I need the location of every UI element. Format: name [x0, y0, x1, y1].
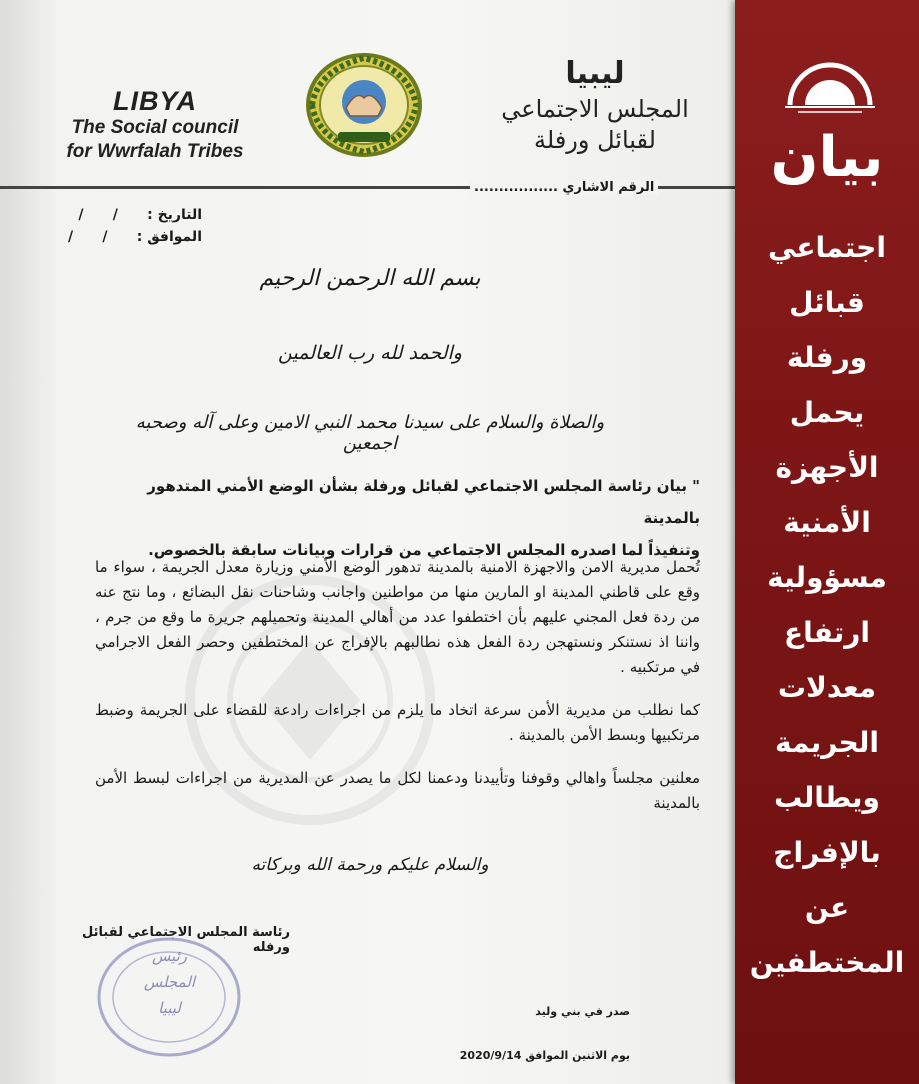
- letterhead-arabic: [470, 55, 720, 155]
- letterhead-en-tribes: for Wwrfalah Tribes: [66, 141, 244, 162]
- banner-line: ويطالب: [774, 781, 880, 814]
- date-block: [52, 204, 202, 248]
- issue-info: [440, 990, 630, 1078]
- letterhead-en-country: LIBYA: [113, 86, 197, 116]
- banner-line: معدلات: [777, 671, 877, 704]
- letterhead-ar-tribes: لقبائل ورفلة: [534, 126, 656, 154]
- basmala: بسم الله الرحمن الرحيم: [259, 266, 481, 291]
- statement-body: [95, 555, 700, 834]
- headline-banner: [735, 0, 919, 1084]
- banner-line: قبائل: [789, 286, 865, 319]
- tribal-council-seal-icon: [298, 50, 430, 160]
- hamd-line: والحمد لله رب العالمين: [278, 342, 462, 364]
- stamp-text: [122, 943, 217, 1021]
- statement-headline: [100, 470, 700, 566]
- banner-title: بيان: [770, 125, 884, 190]
- reference-number-label: الرقم الاشاري .................: [470, 180, 658, 195]
- banner-line: اجتماعي: [768, 231, 886, 264]
- letterhead-en-council: The Social council: [71, 117, 239, 138]
- corresponding-date-label: الموافق : / /: [68, 229, 202, 245]
- banner-line: بالإفراج: [773, 836, 881, 869]
- banner-line: عن: [804, 891, 850, 924]
- banner-line: الجريمة: [775, 726, 879, 759]
- banner-line: مسؤولية: [767, 561, 887, 594]
- sunrise-arch-logo-icon: [780, 55, 880, 115]
- banner-line: يحمل: [789, 396, 865, 429]
- body-paragraph-1: تُحمل مديرية الامن والاجهزة الامنية بالمدينة تدهور الوضع الأمني وزيارة معدل الجريمة ، سواء ما وقع على قاطني المدينة او المارين منها من مواطنين واجانب وشاحنات نقل البضائع ، وما نتج عنه من ردة فعل المجني عليهم بأن اختطفوا عدد من أهالي المدينة وتحميلهم جريرة ما وقع من جرم ، واننا اذ نستنكر ونستهجن ردة الفعل هذه نطالبهم بالإفراج عن المختطفين وحصر الفعل الاجرامي في مرتكبيه .: [95, 558, 700, 676]
- headline-line-2: وتنفيذاً لما اصدره المجلس الاجتماعي من قرارات وبيانات سابقة بالخصوص.: [148, 541, 700, 559]
- stamp-text-3: ليبيا: [158, 999, 181, 1017]
- closing-greeting: والسلام عليكم ورحمة الله وبركاته: [251, 855, 489, 875]
- stamp-text-1: رئيس: [151, 947, 188, 965]
- letterhead-ar-council: المجلس الاجتماعي: [501, 95, 689, 123]
- date-label: التاريخ : / /: [78, 207, 202, 223]
- body-paragraph-3: معلنين مجلساً واهالي وقوفنا وتأييدنا ودعمنا لكل ما يصدر عن المديرية من اجراءات لبسط الأمن بالمدينة: [95, 769, 700, 812]
- letterhead-english: [40, 86, 270, 164]
- banner-line: الأمنية: [783, 506, 871, 539]
- stamp-text-2: المجلس: [143, 973, 196, 991]
- issued-place: صدر في بني وليد: [535, 1005, 630, 1018]
- banner-line: المختطفين: [749, 946, 905, 979]
- issued-date: يوم الاثنين الموافق 2020/9/14: [459, 1049, 630, 1062]
- official-stamp-icon: [82, 925, 257, 1060]
- banner-line: الأجهزة: [775, 451, 879, 484]
- body-paragraph-2: كما نطلب من مديرية الأمن سرعة اتخاد ما يلزم من اجراءات رادعة للقضاء على الجريمة وضبط مرتكبيها وبسط الأمن بالمدينة .: [95, 701, 700, 744]
- banner-line: ارتفاع: [783, 616, 871, 649]
- letterhead-ar-country: ليبيا: [565, 56, 625, 91]
- salat-line: والصلاة والسلام على سيدنا محمد النبي الامين وعلى آله وصحبه اجمعين: [135, 412, 605, 454]
- presidency-signature-line: رئاسة المجلس الاجتماعي لقبائل ورفله: [82, 925, 290, 955]
- banner-headline-lines: [735, 220, 919, 990]
- headline-line-1: " بيان رئاسة المجلس الاجتماعي لقبائل ورفلة بشأن الوضع الأمني المتدهور بالمدينة: [147, 477, 700, 527]
- banner-line: ورفلة: [786, 341, 868, 374]
